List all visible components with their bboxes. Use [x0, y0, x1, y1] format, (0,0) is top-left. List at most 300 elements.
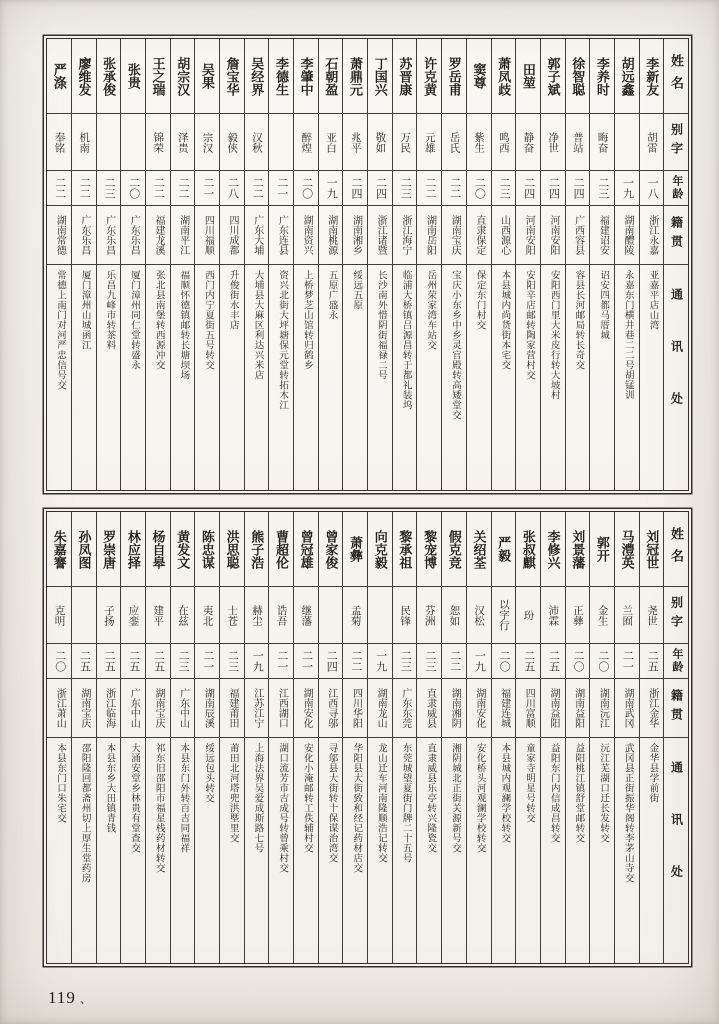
- person-name: [393, 512, 417, 587]
- person-courtesy-name-text: 建平: [152, 604, 164, 626]
- person-native-place-text: 湖南醴陵: [622, 215, 634, 255]
- person-courtesy-name: [590, 114, 614, 171]
- person-age: [417, 171, 441, 206]
- person-courtesy-name-text: 奉铭: [53, 131, 65, 153]
- person-native-place: [47, 206, 71, 265]
- person-address: [294, 738, 318, 963]
- person-name-text: 吴果: [199, 63, 215, 89]
- header-address-label-text: 通讯处: [669, 761, 684, 917]
- person-courtesy-name: [195, 114, 219, 171]
- person-address: [97, 265, 121, 490]
- person-native-place: [220, 206, 244, 265]
- person-name-text: 吴经界: [249, 56, 265, 96]
- person-age: [319, 644, 343, 679]
- person-name-text: 假克竞: [446, 529, 462, 569]
- person-age-text: 二一: [201, 177, 214, 199]
- person-column: [47, 39, 72, 490]
- person-age: [615, 644, 639, 679]
- header-column: [664, 39, 688, 490]
- person-name: [245, 39, 269, 114]
- person-name-text: 林应择: [125, 529, 141, 569]
- person-column: [343, 512, 368, 963]
- person-age-text: 一九: [621, 177, 634, 199]
- person-native-place-text: 福建莆田: [227, 688, 239, 728]
- person-name-text: 张叔麒: [520, 529, 536, 569]
- person-column: [541, 39, 566, 490]
- person-age: [640, 644, 664, 679]
- person-address-text: 升俊街水丰店: [227, 270, 238, 330]
- person-age-text: 一九: [251, 650, 264, 672]
- person-native-place-text: 江西湖口: [276, 688, 288, 728]
- person-address: [269, 265, 293, 490]
- page-number-text: 119: [48, 988, 76, 1007]
- person-age-text: 二一: [621, 650, 634, 672]
- person-native-place-text: 四川富顺: [523, 688, 535, 728]
- person-column: [146, 512, 171, 963]
- person-name-text: 李肇中: [298, 56, 314, 96]
- person-column: [97, 39, 122, 490]
- person-age: [368, 171, 392, 206]
- person-name-text: 曾冠雄: [298, 529, 314, 569]
- person-column: [343, 39, 368, 490]
- person-name: [516, 512, 540, 587]
- person-age: [72, 171, 96, 206]
- person-courtesy-name-text: 民锋: [399, 604, 411, 626]
- person-native-place-text: 广东中山: [128, 688, 140, 728]
- person-name: [97, 512, 121, 587]
- header-age-label-text: 年龄: [670, 648, 683, 674]
- person-column: [72, 39, 97, 490]
- person-name-text: 胡远鑫: [619, 56, 635, 96]
- person-address-text: 安阳辛店邮转陶家营村交: [524, 270, 535, 380]
- person-native-place: [368, 206, 392, 265]
- person-name-text: 杨自皋: [150, 529, 166, 569]
- person-column: [368, 39, 393, 490]
- person-name: [467, 39, 491, 114]
- person-column: [319, 512, 344, 963]
- person-column: [245, 39, 270, 490]
- person-column: [615, 39, 640, 490]
- person-native-place: [541, 679, 565, 738]
- person-courtesy-name-text: 元雄: [423, 131, 435, 153]
- person-name: [294, 39, 318, 114]
- person-age-text: 二五: [78, 650, 91, 672]
- person-courtesy-name-text: 普站: [571, 131, 583, 153]
- header-courtesy-label-text: 别字: [669, 596, 684, 634]
- header-native-label: [664, 206, 688, 265]
- person-age: [615, 171, 639, 206]
- person-name: [146, 512, 170, 587]
- person-age-text: 二五: [152, 650, 165, 672]
- person-native-place: [72, 206, 96, 265]
- person-age-text: 二〇: [596, 650, 609, 672]
- person-age-text: 二二: [177, 177, 190, 199]
- person-address: [146, 738, 170, 963]
- person-age-text: 二〇: [473, 177, 486, 199]
- person-age: [492, 644, 516, 679]
- person-age: [195, 171, 219, 206]
- person-native-place: [417, 206, 441, 265]
- person-name: [467, 512, 491, 587]
- person-native-place: [615, 679, 639, 738]
- person-native-place: [343, 206, 367, 265]
- person-courtesy-name: [417, 587, 441, 644]
- header-courtesy-label: [664, 114, 688, 171]
- person-age: [72, 644, 96, 679]
- person-name-text: 李德生: [273, 56, 289, 96]
- person-name-text: 张贵: [125, 63, 141, 89]
- person-name-text: 朱嘉謇: [51, 529, 67, 569]
- person-address-text: 上海法界吴爱成斯路七号: [252, 743, 263, 853]
- person-age: [467, 171, 491, 206]
- person-address-text: 容县长河邮局转长奇交: [573, 270, 584, 370]
- person-courtesy-name: [171, 587, 195, 644]
- person-name-text: 曾家俊: [323, 529, 339, 569]
- person-native-place-text: 直隶威县: [424, 688, 436, 728]
- person-age: [245, 644, 269, 679]
- person-name-text: 廖维发: [76, 56, 92, 96]
- person-name: [590, 512, 614, 587]
- person-name: [368, 39, 392, 114]
- person-age-text: 二一: [201, 650, 214, 672]
- person-native-place: [417, 679, 441, 738]
- register-table-bottom: [46, 511, 689, 964]
- person-courtesy-name-text: 孟菊: [349, 604, 361, 626]
- person-native-place-text: 浙江海宁: [399, 215, 411, 255]
- header-column: [664, 512, 688, 963]
- person-address: [368, 265, 392, 490]
- person-native-place-text: 湖南武冈: [622, 688, 634, 728]
- person-native-place: [566, 679, 590, 738]
- person-column: [47, 512, 72, 963]
- person-name: [319, 512, 343, 587]
- person-address: [516, 738, 540, 963]
- person-age: [467, 644, 491, 679]
- person-column: [566, 39, 591, 490]
- person-native-place: [171, 679, 195, 738]
- person-courtesy-name: [245, 587, 269, 644]
- person-age: [393, 644, 417, 679]
- person-name: [72, 512, 96, 587]
- person-age-text: 二二: [53, 177, 66, 199]
- person-address-text: 东莞城望夏街门牌二十五号: [400, 743, 411, 863]
- person-courtesy-name-text: 静奋: [522, 131, 534, 153]
- person-native-place: [294, 679, 318, 738]
- person-courtesy-name: [516, 587, 540, 644]
- person-age-text: 二三: [424, 650, 437, 672]
- person-name-text: 王之瑞: [150, 56, 166, 96]
- person-native-place-text: 湖南益阳: [547, 688, 559, 728]
- person-age-text: 二二: [251, 177, 264, 199]
- person-column: [294, 512, 319, 963]
- person-column: [442, 39, 467, 490]
- person-native-place-text: 湖南辰溪: [202, 688, 214, 728]
- person-native-place: [195, 679, 219, 738]
- person-native-place: [615, 206, 639, 265]
- person-column: [97, 512, 122, 963]
- person-column: [269, 39, 294, 490]
- person-name-text: 关绍荃: [471, 529, 487, 569]
- person-name: [121, 39, 145, 114]
- person-name-text: 窦尊: [471, 63, 487, 89]
- person-age: [343, 644, 367, 679]
- person-age-text: 二四: [325, 650, 338, 672]
- person-courtesy-name: [269, 114, 293, 171]
- person-courtesy-name-text: 兰囿: [621, 604, 633, 626]
- person-courtesy-name: [72, 587, 96, 644]
- person-address: [442, 265, 466, 490]
- person-address: [97, 738, 121, 963]
- person-name: [47, 39, 71, 114]
- person-name-text: 刘景藩: [570, 529, 586, 569]
- person-native-place: [368, 679, 392, 738]
- person-address: [516, 265, 540, 490]
- person-address: [245, 265, 269, 490]
- person-name-text: 向克毅: [372, 529, 388, 569]
- person-address-text: 张北县南堡转西源冲交: [153, 270, 164, 370]
- person-column: [516, 39, 541, 490]
- person-address: [442, 738, 466, 963]
- person-native-place: [97, 679, 121, 738]
- person-native-place-text: 湖南安化: [301, 688, 313, 728]
- person-age: [442, 171, 466, 206]
- person-name-text: 詹宝华: [224, 56, 240, 96]
- person-column: [615, 512, 640, 963]
- person-address-text: 安化小淹邮转工佚辅村交: [301, 743, 312, 853]
- person-age-text: 二四: [349, 177, 362, 199]
- person-column: [442, 512, 467, 963]
- person-native-place: [146, 679, 170, 738]
- person-age: [171, 171, 195, 206]
- person-address-text: 祁东旧邵阳市福星栈药材转交: [153, 743, 164, 873]
- person-courtesy-name: [47, 114, 71, 171]
- person-age-text: 二〇: [127, 177, 140, 199]
- person-courtesy-name: [615, 587, 639, 644]
- person-age-text: 二四: [374, 177, 387, 199]
- person-address: [195, 265, 219, 490]
- person-courtesy-name: [368, 114, 392, 171]
- person-age: [121, 171, 145, 206]
- person-native-place-text: 福建连城: [498, 688, 510, 728]
- person-native-place: [467, 206, 491, 265]
- person-native-place-text: 广东东莞: [399, 688, 411, 728]
- person-name: [492, 39, 516, 114]
- person-address-text: 益阳东门内信成昌转交: [548, 743, 559, 843]
- person-name: [417, 512, 441, 587]
- person-native-place-text: 江西寻邬: [325, 688, 337, 728]
- person-column: [640, 39, 665, 490]
- person-native-place: [294, 206, 318, 265]
- person-address-text: 益阳桃江镇舒堂邮转交: [573, 743, 584, 843]
- person-address-text: 绥远五原: [351, 270, 362, 310]
- person-age: [566, 644, 590, 679]
- person-native-place-text: 湖南安化: [473, 688, 485, 728]
- person-native-place: [47, 679, 71, 738]
- person-native-place: [220, 679, 244, 738]
- person-native-place: [640, 206, 664, 265]
- person-column: [195, 39, 220, 490]
- person-name: [343, 39, 367, 114]
- person-name: [368, 512, 392, 587]
- person-name: [195, 39, 219, 114]
- person-native-place-text: 四川成都: [227, 215, 239, 255]
- person-column: [640, 512, 665, 963]
- person-name-text: 严毅: [496, 536, 512, 562]
- person-name: [417, 39, 441, 114]
- person-address-text: 长沙南外惜阴街福禄二号: [375, 270, 386, 380]
- person-name: [269, 39, 293, 114]
- person-name: [615, 39, 639, 114]
- person-age-text: 二四: [522, 177, 535, 199]
- person-courtesy-name: [72, 114, 96, 171]
- person-courtesy-name-text: 金生: [596, 604, 608, 626]
- person-courtesy-name-text: 醉煌: [300, 131, 312, 153]
- person-courtesy-name-text: 玢: [522, 609, 534, 621]
- person-age: [541, 644, 565, 679]
- person-native-place-text: 直隶保定: [473, 215, 485, 255]
- person-age-text: 一九: [325, 177, 338, 199]
- person-courtesy-name-text: 胡雷: [645, 131, 657, 153]
- person-native-place-text: 河南安阳: [547, 215, 559, 255]
- person-courtesy-name-text: 尧世: [645, 604, 657, 626]
- person-age: [294, 644, 318, 679]
- person-column: [195, 512, 220, 963]
- person-native-place-text: 浙江金华: [646, 688, 658, 728]
- person-age: [269, 644, 293, 679]
- person-age-text: 二四: [572, 177, 585, 199]
- person-address: [492, 265, 516, 490]
- person-courtesy-name: [566, 587, 590, 644]
- person-native-place: [269, 679, 293, 738]
- person-native-place-text: 浙江萧山: [54, 688, 66, 728]
- person-column: [516, 512, 541, 963]
- person-address-text: 岳州荣家湾车站交: [425, 270, 436, 350]
- person-age: [516, 171, 540, 206]
- person-address-text: 湖口流芳市吉成号转曾乘村交: [277, 743, 288, 873]
- person-name: [97, 39, 121, 114]
- person-address-text: 沅江芜湖口迁长发转交: [598, 743, 609, 843]
- person-courtesy-name-text: 士苍: [226, 604, 238, 626]
- person-name: [566, 39, 590, 114]
- person-name-text: 孙凤图: [76, 529, 92, 569]
- person-age: [245, 171, 269, 206]
- person-name-text: 严涤: [51, 63, 67, 89]
- person-name: [294, 512, 318, 587]
- person-courtesy-name: [319, 587, 343, 644]
- person-native-place: [590, 679, 614, 738]
- person-address-text: 亚嘉平店山湾: [647, 270, 658, 330]
- person-name: [245, 512, 269, 587]
- person-courtesy-name: [171, 114, 195, 171]
- person-address-text: 金华县学前街: [647, 743, 658, 803]
- person-name: [319, 39, 343, 114]
- person-courtesy-name-text: 在兹: [176, 604, 188, 626]
- page-number: [48, 988, 93, 1008]
- header-courtesy-label: [664, 587, 688, 644]
- person-courtesy-name: [195, 587, 219, 644]
- person-column: [220, 512, 245, 963]
- person-name-text: 李养时: [594, 56, 610, 96]
- person-native-place-text: 浙江临海: [103, 688, 115, 728]
- person-age: [195, 644, 219, 679]
- person-native-place: [492, 679, 516, 738]
- person-column: [467, 512, 492, 963]
- person-address: [368, 738, 392, 963]
- person-address: [566, 265, 590, 490]
- person-name: [393, 39, 417, 114]
- person-address-text: 本县城内观澜学校转交: [499, 743, 510, 843]
- person-courtesy-name: [220, 587, 244, 644]
- person-name: [492, 512, 516, 587]
- person-courtesy-name-text: 克明: [53, 604, 65, 626]
- person-courtesy-name: [121, 114, 145, 171]
- person-native-place: [319, 206, 343, 265]
- person-courtesy-name: [343, 587, 367, 644]
- person-courtesy-name-text: 子扬: [102, 604, 114, 626]
- person-name: [72, 39, 96, 114]
- person-native-place: [269, 206, 293, 265]
- person-address: [220, 265, 244, 490]
- person-column: [492, 39, 517, 490]
- person-address: [195, 738, 219, 963]
- person-courtesy-name-text: 机南: [78, 131, 90, 153]
- person-address-text: 童家寺明星号转交: [524, 743, 535, 823]
- person-native-place-text: 湖南湘乡: [350, 215, 362, 255]
- person-address: [319, 265, 343, 490]
- person-name-text: 苏晋康: [397, 56, 413, 96]
- person-age-text: 二二: [78, 177, 91, 199]
- person-age: [590, 171, 614, 206]
- person-address-text: 本县东乡大田镇青钱: [104, 743, 115, 833]
- person-address-text: 保定东门村交: [474, 270, 485, 330]
- person-name: [442, 39, 466, 114]
- person-column: [541, 512, 566, 963]
- person-age-text: 二二: [152, 177, 165, 199]
- person-address: [294, 265, 318, 490]
- person-native-place: [393, 679, 417, 738]
- person-name: [343, 512, 367, 587]
- person-courtesy-name: [467, 114, 491, 171]
- person-courtesy-name-text: 紫生: [473, 131, 485, 153]
- person-native-place: [492, 206, 516, 265]
- person-native-place: [640, 679, 664, 738]
- person-native-place-text: 四川华阳: [350, 688, 362, 728]
- person-native-place-text: 河南安阳: [523, 215, 535, 255]
- person-address: [319, 738, 343, 963]
- person-age: [121, 644, 145, 679]
- person-name: [171, 39, 195, 114]
- person-age: [541, 171, 565, 206]
- person-column: [467, 39, 492, 490]
- person-age: [393, 171, 417, 206]
- person-courtesy-name: [368, 587, 392, 644]
- person-address-text: 邵阳隆回都斋州切上厚生堂药房: [79, 743, 90, 883]
- person-age-text: 二二: [448, 177, 461, 199]
- person-address: [393, 738, 417, 963]
- person-address: [615, 738, 639, 963]
- person-address: [269, 738, 293, 963]
- person-name-text: 黎宠博: [422, 529, 438, 569]
- person-age-text: 一九: [374, 650, 387, 672]
- person-column: [590, 39, 615, 490]
- person-native-place: [121, 679, 145, 738]
- person-native-place: [319, 679, 343, 738]
- person-name-text: 熊子浩: [249, 529, 265, 569]
- person-native-place-text: 湖南平江: [177, 215, 189, 255]
- person-address-text: 寻邬县大街转十保谋治湾交: [326, 743, 337, 863]
- person-native-place: [566, 206, 590, 265]
- person-courtesy-name-text: 万民: [399, 131, 411, 153]
